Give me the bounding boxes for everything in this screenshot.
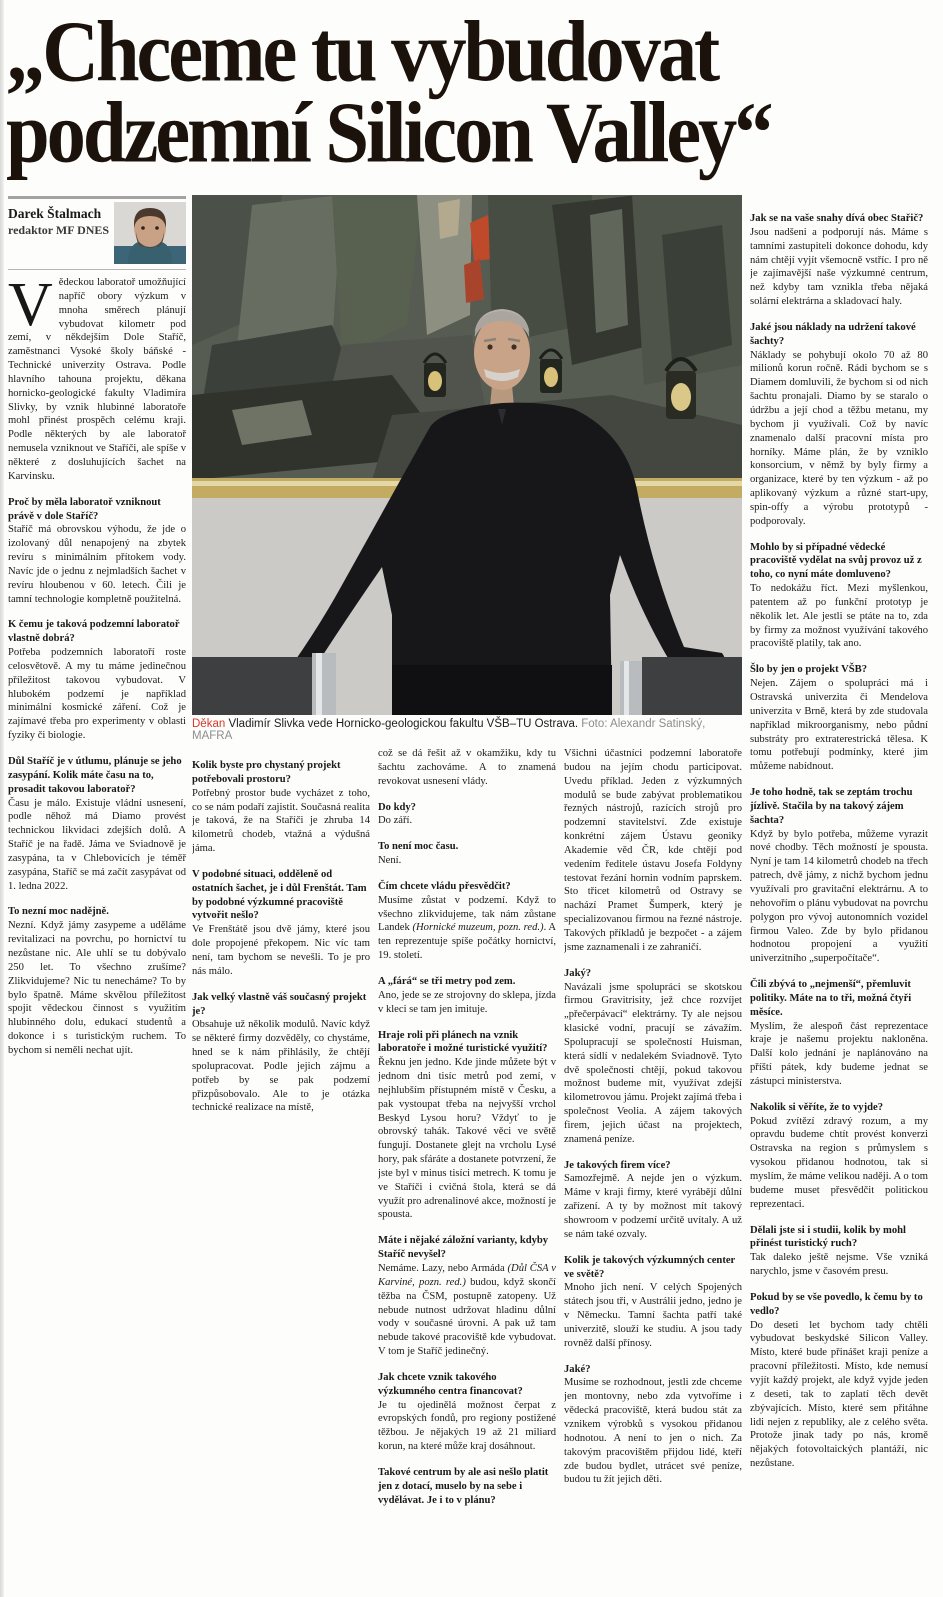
interview-question: Kolik byste pro chystaný projekt potřebovali prostoru? bbox=[192, 760, 341, 785]
interview-answer: Ano, jede se ze strojovny do sklepa, jízda v kleci se tam jen imituje. bbox=[378, 989, 556, 1015]
interview-question: Pokud by se vše povedlo, k čemu by to vedlo? bbox=[750, 1291, 923, 1317]
interview-answer: Když by bylo potřeba, můžeme vyrazit nové chodby. Těch možností je spousta. Nyní je tam 14 kilometrů chodeb na třech patrech, dvě jámy, z nichž bychom jednu využívali pro gravitační elektrárnu. A to nehovořím o plánu vybudovat na povrchu polygon pro vývoj autonomních vozidel firmou Valeo. Zde by bylo přidanou hodnotou propojení a využití univerzitního „superpočítače“. bbox=[750, 828, 928, 965]
interview-answer: Do deseti let bychom tady chtěli vybudovat beskydské Silicon Valley. Místo, které bude přinášet kraji peníze a pracovní příležitosti. Místo, kde nemusí vyjít každý projekt, ale když vyjde jeden z deseti, tak to zaplatí těch devět zbývajících. Místo, které sem přitáhne lidi nejen z republiky, ale z celého světa. Protože jinak tady po nás, kromě nějakých fotovoltaických plantáží, nic nezůstane. bbox=[750, 1319, 928, 1470]
article-headline bbox=[6, 2, 938, 181]
interview-answer: Potřeba podzemních laboratoří roste celosvětově. A my tu máme jedinečnou příležitost takovou vybudovat. V hlubokém podzemí je například minimální kosmické záření. Což je zajímavé třeba pro experimenty v oblasti fyziky či biologie. bbox=[8, 647, 186, 742]
caption-body: Vladimír Slivka vede Hornicko-geologickou fakultu VŠB–TU Ostrava. bbox=[225, 718, 582, 730]
author-name: Darek Štalmach bbox=[8, 206, 102, 221]
interview-question: Jaké jsou náklady na udržení takové šachty? bbox=[750, 321, 916, 347]
page-edge-shadow bbox=[0, 0, 4, 1597]
interview-answer: Náklady se pohybují okolo 70 až 80 milionů korun ročně. Rádi bychom se s Diamem domluvili, že bychom si od nich šachtu pronajali. Diamo by se staralo o údržbu a její chod a těžbu metanu, my bychom ji využívali. Což by navíc znamenalo další pracovní místa pro horníky. Máme plán, že by vzniklo konsorcium, v němž by byly firmy a organizace, které by ten výzkum - až po aplikovaný výzkum a různé start-upy, spin-offy a výrobu prototypů - podporovaly. bbox=[750, 349, 928, 527]
interview-answer: Obsahuje už několik modulů. Navíc když se některé firmy dozvěděly, co chystáme, hned se k nám přihlásily, že chtějí spolupracovat. Podle jejich zájmu a potřeb by se pak podzemí přizpůsobovalo. Ale to je otázka technické realizace na místě, bbox=[192, 1019, 370, 1114]
interview-answer: Je tu ojedinělá možnost čerpat z evropských fondů, pro regiony postižené těžbou. Je nějakých 19 až 21 miliard korun, na které může kraj dosáhnout. bbox=[378, 1399, 556, 1453]
interview-answer: Pokud zvítězí zdravý rozum, a my opravdu budeme chtít provést konverzi Ostravska na region s průmyslem s vysokou přidanou hodnotou, tak si myslím, že máme velikou naději. A o tom budeme muset přesvědčit politickou reprezentaci. bbox=[750, 1115, 928, 1210]
interview-answer: Nezní. Když jámy zasypeme a uděláme revitalizaci na povrchu, po hornictví tu nezůstane nic. Ale uhlí se tu dobývalo 250 let. To všechno zrušíme? Zlikvidujeme? Nic tu nenecháme? To by bylo špatně. Máme skvělou příležitost spojit vědeckou činnost s využitím hlubinného dolu, edukací studentů a dokonce i s turistickým ruchem. To bychom si neměli nechat ujít. bbox=[8, 920, 186, 1056]
interview-answer: Mnoho jich není. V celých Spojených státech jsou tři, v Austrálii jedno, jedno je v Německu. Tamní šachta patří také univerzitě, slouží ke studiu. A jsou tady rovněž další přínosy. bbox=[564, 1282, 742, 1349]
interview-answer: Nejen. Zájem o spolupráci má i Ostravská univerzita či Mendelova univerzita v Brně, která by zde studovala například mikroorganismy, nebo půdní substráty pro extraterestrická tělesa. K tomu potřebují podmínky, které jim můžeme nabídnout. bbox=[750, 678, 928, 773]
interview-answer: Není. bbox=[378, 855, 402, 867]
interview-question: Dělali jste si i studii, kolik by mohl přinést turistický ruch? bbox=[750, 1224, 906, 1250]
interview-question: V podobné situaci, odděleně od ostatních šachet, je i důl Frenštát. Tam by podobné výzkumné pracoviště vytvořit nešlo? bbox=[192, 868, 367, 922]
interview-question: Důl Staříč je v útlumu, plánuje se jeho zasypání. Kolik máte času na to, prosadit takovou laboratoř? bbox=[8, 756, 182, 795]
article-column-2 bbox=[192, 747, 370, 1593]
interview-answer: Tak daleko ještě nejsme. Vše vzniká narychlo, jsme v časovém presu. bbox=[750, 1252, 928, 1278]
interview-answer: Musíme zůstat v podzemí. Když to všechno zlikvidujeme, tak nám zůstane Landek (Hornické muzeum, pozn. red.). A ten reprezentuje spíše počátky hornictví, 19. století. bbox=[378, 894, 556, 962]
interview-question: Takové centrum by ale asi nešlo platit jen z dotací, muselo by na sebe i vydělávat. Je i to v plánu? bbox=[378, 1466, 549, 1506]
interview-question: Čím chcete vládu přesvědčit? bbox=[378, 880, 511, 892]
interview-question: Kolik je takových výzkumných center ve světě? bbox=[564, 1254, 736, 1280]
interview-answer: Navázali jsme spolupráci se skotskou firmou Gravitrisity, jež chce rozvíjet „přečerpávací“ elektrárny. Ty ale nejsou klasické vodní, pracují se závažím. Spolupracují se společností Huisman, která sídlí v nedalekém Sviadnově. Tyto dvě společnosti chtějí, pokud takovou možnost budeme mít, využívat zdejší kilometrovou jámu. Projekt zajímá třeba i společnost Veolia. A zájem takových firem, jejich účast na projektech, znamená peníze. bbox=[564, 981, 742, 1145]
interview-question: Máte i nějaké záložní varianty, kdyby Staříč nevyšel? bbox=[378, 1235, 549, 1261]
interview-answer: Samozřejmě. A nejde jen o výzkum. Máme v kraji firmy, které vyrábějí důlní zařízení. A ty by možnost mít takový showroom v podzemí určitě uvítaly. A už se nám také ozvaly. bbox=[564, 1173, 742, 1240]
interview-question: Proč by měla laboratoř vzniknout právě v dole Staříč? bbox=[8, 496, 161, 522]
caption-lead: Děkan bbox=[192, 718, 226, 730]
interview-answer: Času je málo. Existuje vládní usnesení, podle něhož má Diamo provést technickou likvidaci zdejších dolů. A Staříč je na řadě. Jáma ve Sviadnově je zasypána, ta v Chlebovicích je téměř zasypána, Staříč se má začít zasypávat od 1. ledna 2022. bbox=[8, 797, 186, 892]
interview-question: Je toho hodně, tak se zeptám trochu jízlivě. Stačila by na takový zájem šachta? bbox=[750, 787, 913, 826]
interview-question: Nakolik si věříte, že to vyjde? bbox=[750, 1101, 883, 1113]
author-block bbox=[8, 196, 186, 270]
article-column-4 bbox=[564, 747, 742, 1593]
article-column-3 bbox=[378, 747, 556, 1593]
interview-answer: Do září. bbox=[378, 815, 413, 827]
interview-question: A „fárá“ se tři metry pod zem. bbox=[378, 975, 516, 987]
article-intro: Vědeckou laboratoř umožňující napříč obory výzkum v mnoha směrech plánují vybudovat kilometr pod zemí, v někdejším Dole Staříč, zaměstnanci Vysoké školy báňské - Technické univerzity Ostrava. Podle hlavního tahouna projektu, děkana hornicko-geologické fakulty Vladimíra Slivky, by vznik hlubinné laboratoře mohl přinést prospěch celému kraji. Podle některých by ale laboratoř nemusela vzniknout ve Staříči, ale spíše v některé z dosluhujících šachet na Karvinsku. bbox=[8, 276, 186, 482]
interview-answer: Myslím, že alespoň část reprezentace kraje je našemu projektu nakloněna. Další kolo jednání je naplánováno na příští pátek, kdy budeme jednat se zástupci ministerstva. bbox=[750, 1020, 928, 1087]
interview-question: K čemu je taková podzemní laboratoř vlastně dobrá? bbox=[8, 619, 180, 645]
interview-question: To není moc času. bbox=[378, 841, 459, 853]
chair-left bbox=[192, 653, 336, 715]
interview-answer: Nemáme. Lazy, nebo Armáda (Důl ČSA v Karviné, pozn. red.) budou, když skončí těžba na ČSM, postupně zatopeny. Už nebude nutnost udržovat hladinu důlní vody v současné úrovni. A pak už tam nebude takové pracoviště kde vybudovat. V tom je Staříč jedinečný. bbox=[378, 1263, 556, 1358]
interview-question: Šlo by jen o projekt VŠB? bbox=[750, 664, 868, 676]
article-column-1 bbox=[8, 276, 186, 1136]
headline-line-1: „Chceme tu vybudovat bbox=[6, 2, 718, 100]
interview-question: Jaké? bbox=[564, 1363, 591, 1375]
caption-credit: Foto: Alexandr Satinský, MAFRA bbox=[192, 718, 706, 742]
interview-question: Jak se na vaše snahy dívá obec Stařič? bbox=[750, 213, 924, 224]
interview-question: Mohlo by si případné vědecké pracoviště vydělat na svůj provoz už z toho, co nyní máte domluveno? bbox=[750, 541, 922, 581]
interview-answer: To nedokážu říct. Mezi myšlenkou, patentem až po funkční prototyp je několik let. Ale jestli se ptáte na to, zda by firmy za možnost využívání takového pracoviště platily, tak ano. bbox=[750, 583, 928, 650]
editorial-note: (Hornické muzeum, pozn. red.) bbox=[412, 922, 544, 934]
interview-question: Jak velký vlastně váš současný projekt je? bbox=[192, 991, 367, 1017]
interview-question: Jaký? bbox=[564, 967, 592, 979]
author-role: redaktor MF DNES bbox=[8, 223, 110, 237]
dropcap-letter: V bbox=[8, 276, 53, 339]
headline-line-2: podzemní Silicon Valley“ bbox=[6, 83, 771, 181]
interview-answer: což se dá řešit až v okamžiku, kdy tu šachtu zachováme. A to znamená revokovat usnesení vlády. bbox=[378, 748, 556, 787]
interview-question: To nezní moc nadějně. bbox=[8, 906, 109, 918]
interview-question: Do kdy? bbox=[378, 801, 416, 813]
interview-answer: Jsou nadšeni a podporují nás. Máme s tamními zastupiteli dokonce dohodu, kdy nám chtějí vyjít všemocně vstříc. I pro ně je zajímavější naše výzkumné centrum, než kdyby tam vznikla třeba nějaká solární elektrárna a skladovací haly. bbox=[750, 226, 928, 308]
interview-question: Čili zbývá to „nejmenší“, přemluvit politiky. Máte na to tři, možná čtyři měsíce. bbox=[750, 979, 912, 1018]
photo-caption bbox=[192, 718, 742, 742]
interview-question: Je takových firem více? bbox=[564, 1159, 671, 1171]
interview-question: Hraje roli při plánech na vznik laboratoře i možné turistické využití? bbox=[378, 1029, 548, 1055]
author-portrait bbox=[114, 202, 186, 264]
editorial-note: (Důl ČSA v Karviné, pozn. red.) bbox=[378, 1263, 556, 1288]
article-column-5 bbox=[750, 200, 928, 1593]
chair-right bbox=[620, 657, 742, 715]
interview-answer: Potřebný prostor bude vycházet z toho, co se nám podaří zajistit. Současná realita je taková, že na Staříči je zhruba 14 kilometrů chodeb, vtažná a výdušná jáma. bbox=[192, 787, 370, 855]
interview-answer: Staříč má obrovskou výhodu, že jde o izolovaný důl nenapojený na zbytek revíru s minimálním přítokem vody. Navíc jde o jednu z nejmladších šachet v revíru hloubenou v 60. letech. Čili je tamní technologie kompletně použitelná. bbox=[8, 524, 186, 605]
interview-photo bbox=[192, 195, 742, 715]
interview-question: Jak chcete vznik takového výzkumného centra financovat? bbox=[378, 1371, 523, 1397]
interview-answer: Řeknu jen jedno. Kde jinde můžete být v jednom dni tisíc metrů pod zemí, v nejhlubším přístupném místě v Česku, a pak vystoupat třeba na nejvyšší vrchol Beskyd Lysou horu? Vždyť to je obrovský tahák. Takové věci ve světě fungují. Dostanete glejt na vrcholu Lysé hory, pak sfáráte a dostanete potvrzení, že jste byl v minus tisíci metrech. K tomu je ve Staříči i cvičná štola, která se dá využít pro adrenalinové akce, možností je spousta. bbox=[378, 1057, 556, 1221]
interview-answer: Musíme se rozhodnout, jestli zde chceme jen montovny, nebo zda vytvoříme i vědecká pracoviště, která budou stát za vznikem výrobků s vysokou přidanou hodnotou. A není to jen o nich. Za takovým pracovištěm přijdou lidé, kteří zde budou bydlet, utrácet své peníze, budou tu žít jejich děti. bbox=[564, 1377, 742, 1486]
interview-answer: Všichni účastníci podzemní laboratoře budou na jejím chodu participovat. Uvedu příklad. Jeden z výzkumných modulů se bude zabývat problematikou řezných nástrojů, razících strojů pro podzemní stavitelství. Zde existuje konkrétní zájem Ústavu geoniky Akademie věd ČR, kde chtějí pod vedením ředitele ústavu Josefa Foldyny testovat řezání hornin vodním paprskem. Sto třicet kilometrů od Ostravy se nachází Pramet Šumperk, který je specializovanou firmou na řezné nástroje. Takových příkladů je bezpočet - a zájem jsme zaznamenali i ze zahraničí. bbox=[564, 748, 742, 953]
interview-answer: Ve Frenštátě jsou dvě jámy, které jsou dole propojené překopem. Nic víc tam není, tam bychom se nevešli. To je pro nás málo. bbox=[192, 924, 370, 977]
